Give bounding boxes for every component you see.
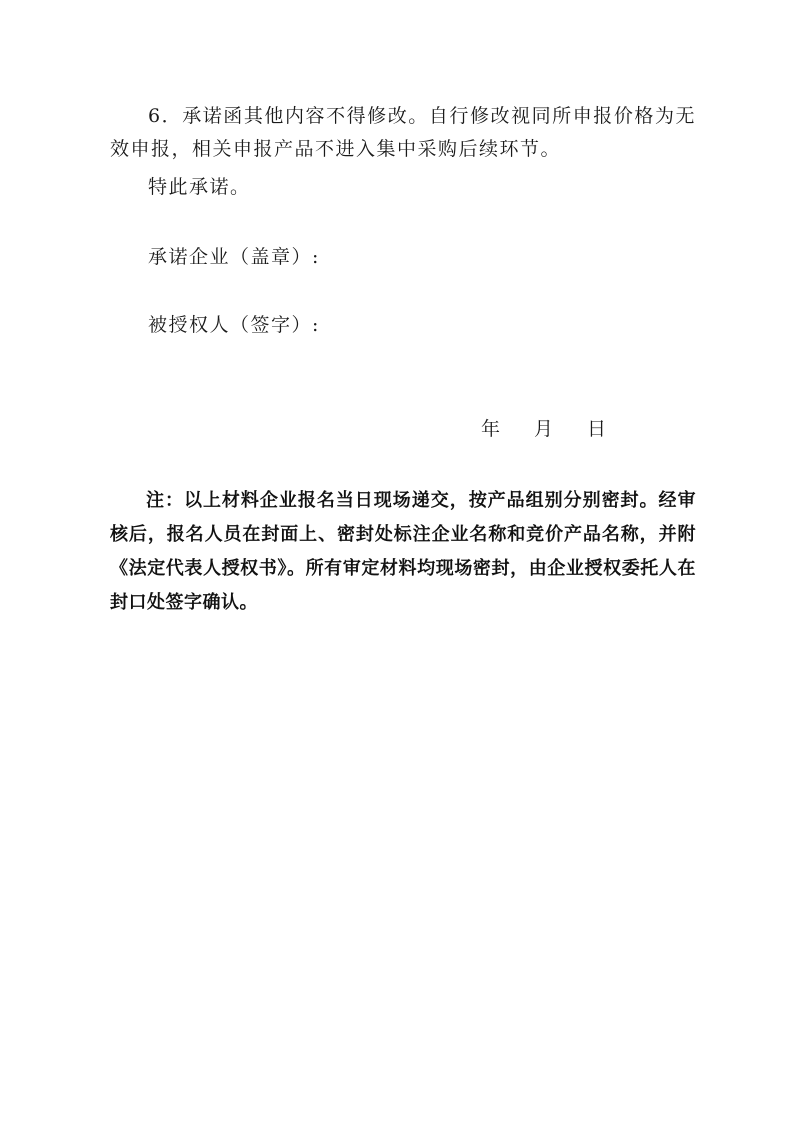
date-line	[481, 416, 606, 442]
date-month: 月	[534, 418, 554, 440]
company-seal-label: 承诺企业（盖章）:	[148, 246, 320, 268]
date-year: 年	[481, 418, 501, 440]
closing-statement: 特此承诺。	[148, 176, 251, 198]
commitment-item-6: 6．承诺函其他内容不得修改。自行修改视同所申报价格为无效申报，相关申报产品不进入集中采购后续环节。	[110, 105, 696, 160]
date-day: 日	[587, 418, 607, 440]
submission-note: 注：以上材料企业报名当日现场递交，按产品组别分别密封。经审核后，报名人员在封面上、密封处标注企业名称和竞价产品名称，并附《法定代表人授权书》。所有审定材料均现场密封，由企业授权委托人在封口处签字确认。	[110, 490, 696, 613]
authorized-signature-label: 被授权人（签字）:	[148, 314, 320, 336]
